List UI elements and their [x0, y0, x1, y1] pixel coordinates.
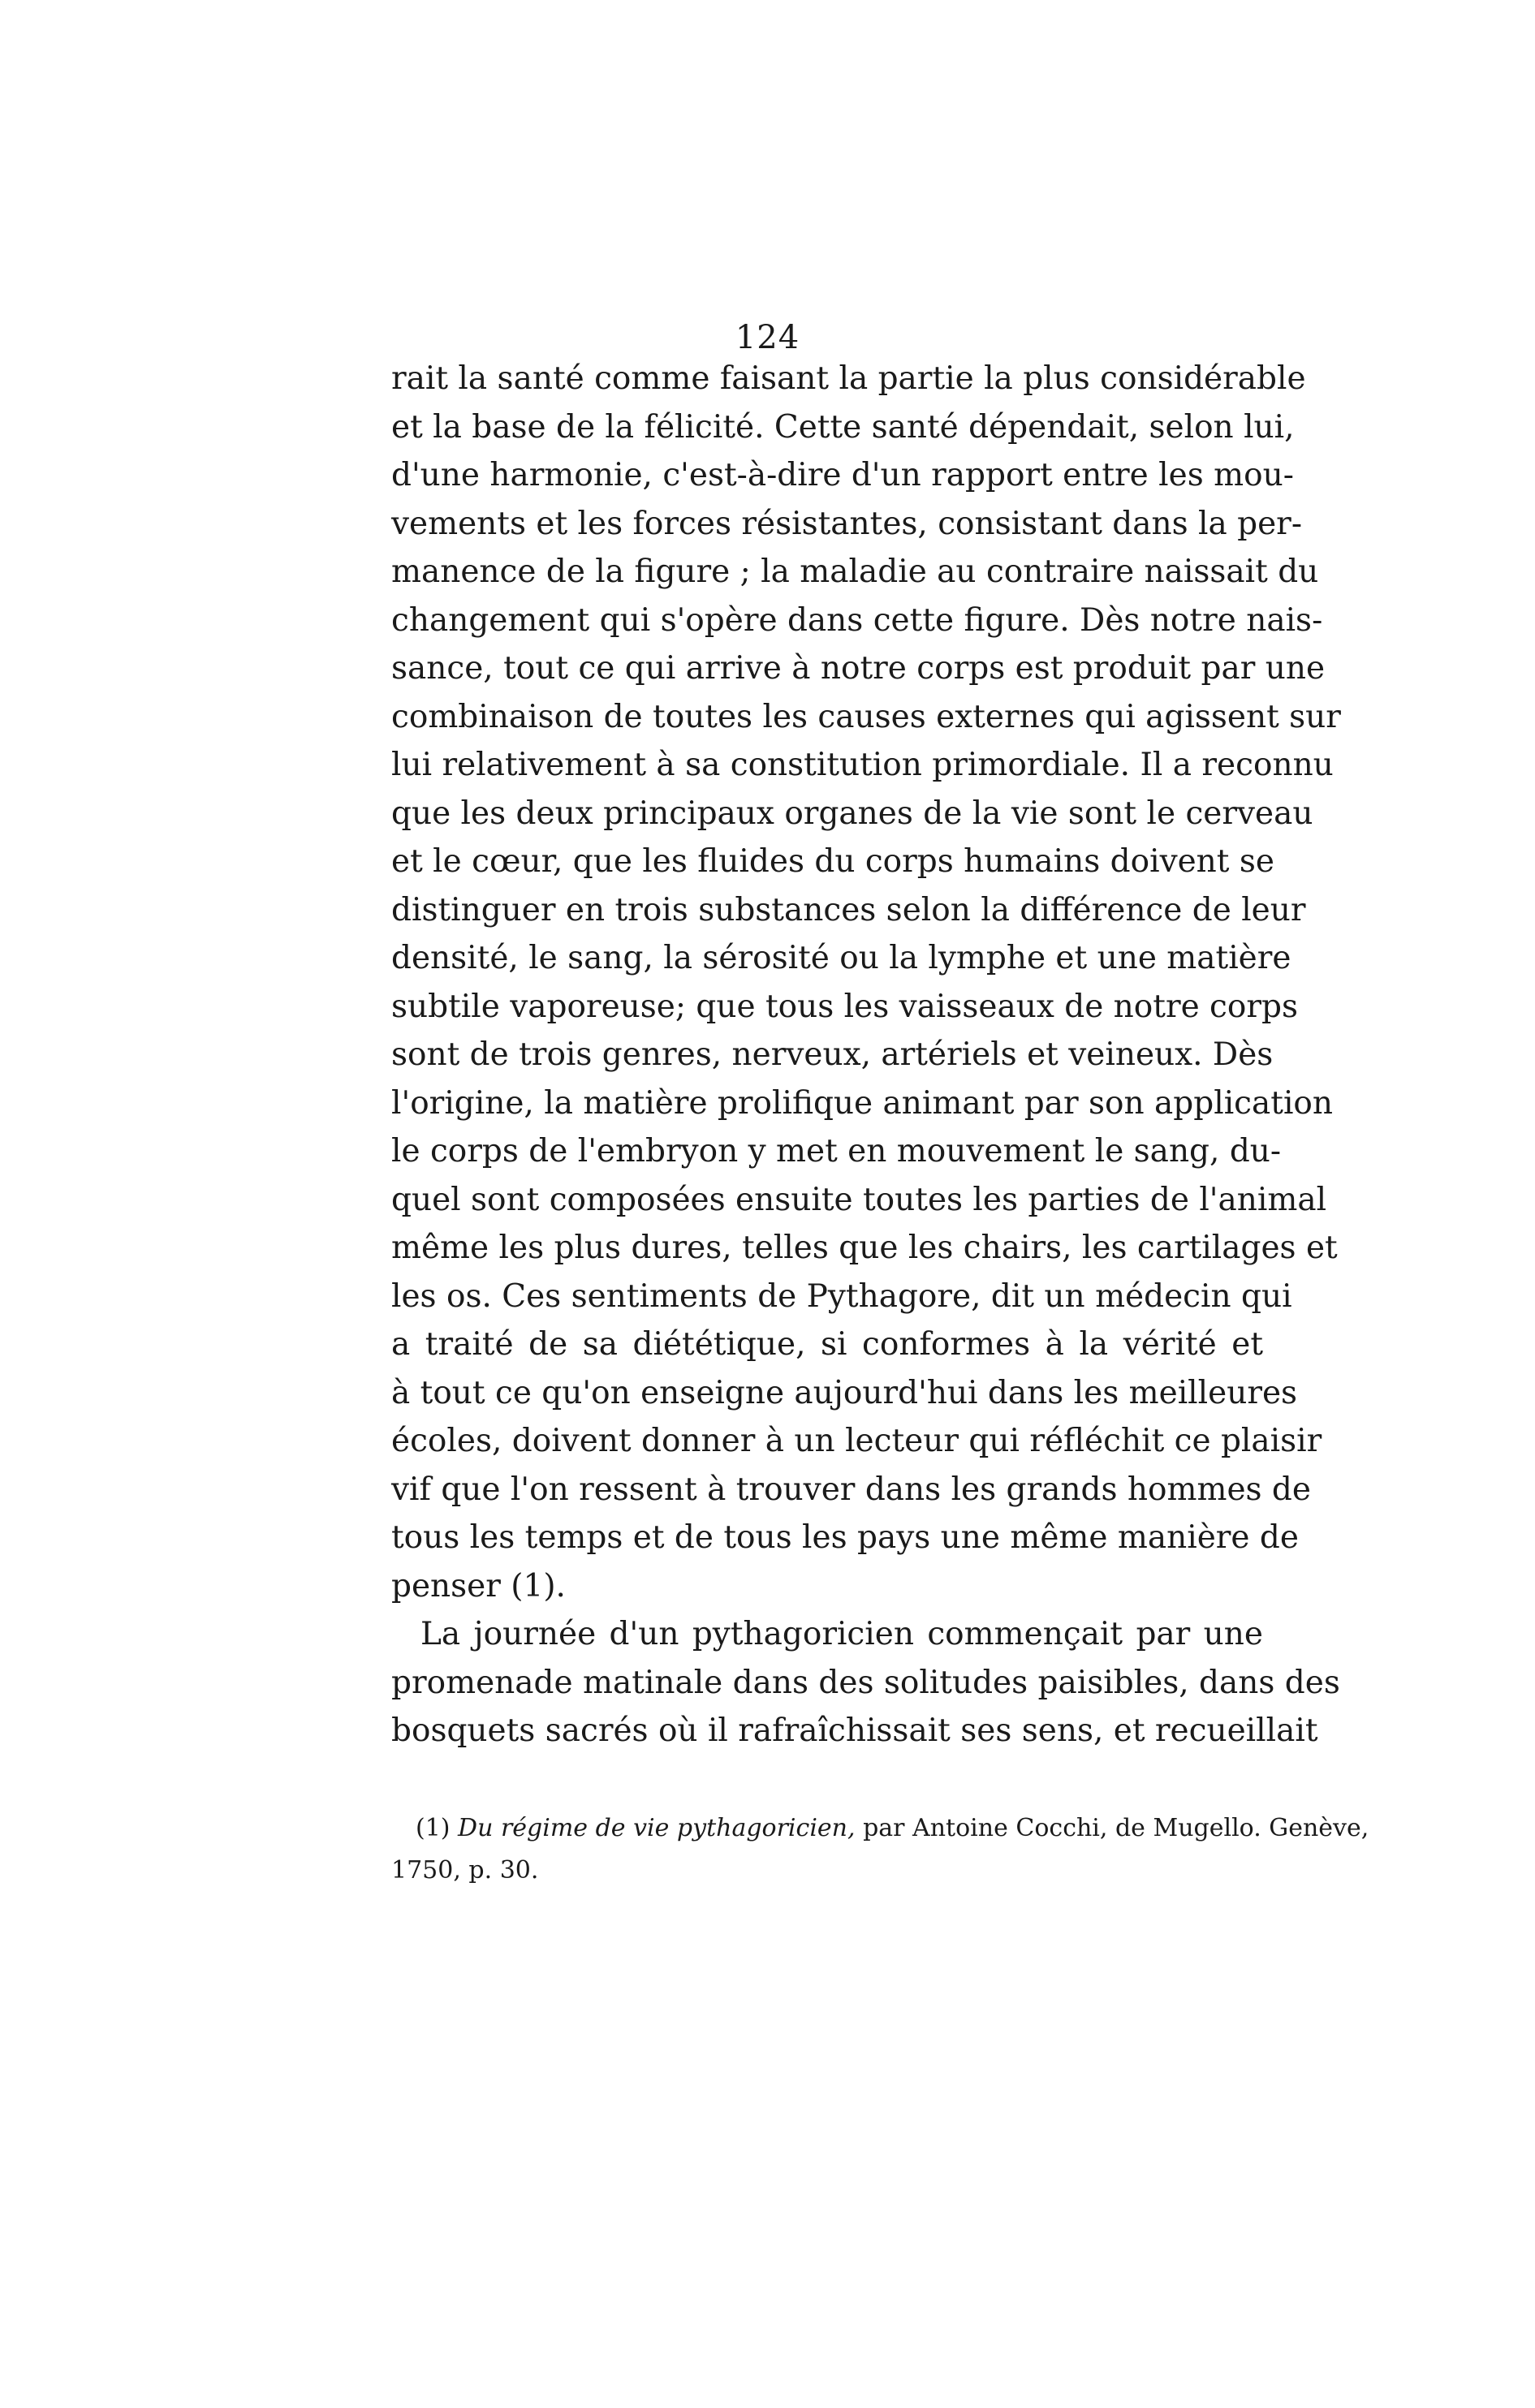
body-text — [391, 355, 1341, 1755]
text-line: que les deux principaux organes de la vie sont le cerveau — [391, 795, 1313, 832]
text-line: vif que l'on ressent à trouver dans les grands hommes de — [391, 1471, 1311, 1508]
footnote-title: Du régime de vie pythagoricien, — [458, 1814, 856, 1842]
text-line: tous les temps et de tous les pays une même manière de — [391, 1519, 1299, 1556]
text-line: subtile vaporeuse; que tous les vaisseaux de notre corps — [391, 988, 1299, 1025]
text-line: écoles, doivent donner à un lecteur qui réfléchit ce plaisir — [391, 1423, 1322, 1459]
text-line: le corps de l'embryon y met en mouvement le sang, du- — [391, 1133, 1282, 1170]
footnote — [391, 1807, 1369, 1892]
footnote-line-1 — [391, 1807, 1369, 1850]
text-line: et la base de la félicité. Cette santé dépendait, selon lui, — [391, 408, 1295, 446]
text-line: et le cœur, que les fluides du corps humains doivent se — [391, 843, 1274, 880]
text-line: combinaison de toutes les causes externes qui agissent sur — [391, 698, 1341, 735]
text-line: penser (1). — [391, 1567, 566, 1605]
text-line: l'origine, la matière prolifique animant par son application — [391, 1084, 1334, 1122]
text-line: a traité de sa diététique, si conformes à la vérité et — [391, 1326, 1263, 1363]
text-line: distinguer en trois substances selon la différence de leur — [391, 891, 1306, 928]
text-line: les os. Ces sentiments de Pythagore, dit un médecin qui — [391, 1277, 1292, 1315]
footnote-text: par Antoine Cocchi, de Mugello. Genève, — [863, 1814, 1369, 1842]
text-line: manence de la figure ; la maladie au contraire naissait du — [391, 554, 1319, 590]
text-line: bosquets sacrés où il rafraîchissait ses sens, et recueillait — [391, 1712, 1318, 1749]
text-line: promenade matinale dans des solitudes paisibles, dans des — [391, 1664, 1340, 1701]
footnote-line-2: 1750, p. 30. — [391, 1856, 539, 1885]
text-line: densité, le sang, la sérosité ou la lymphe et une matière — [391, 940, 1291, 976]
text-line: sont de trois genres, nerveux, artériels et veineux. Dès — [391, 1036, 1274, 1073]
text-line: lui relativement à sa constitution primordiale. Il a reconnu — [391, 747, 1334, 783]
footnote-marker: (1) — [416, 1814, 451, 1842]
text-line: à tout ce qu'on enseigne aujourd'hui dans les meilleures — [391, 1374, 1298, 1411]
text-line: sance, tout ce qui arrive à notre corps est produit par une — [391, 650, 1326, 687]
page-number: 124 — [735, 319, 800, 356]
text-line: changement qui s'opère dans cette figure. Dès notre nais- — [391, 601, 1323, 639]
text-line: quel sont composées ensuite toutes les parties de l'animal — [391, 1181, 1327, 1218]
text-line: même les plus dures, telles que les chairs, les cartilages et — [391, 1230, 1338, 1266]
text-line: vements et les forces résistantes, consistant dans la per- — [391, 505, 1302, 542]
paragraph-start-line: La journée d'un pythagoricien commençait par une — [420, 1616, 1263, 1652]
text-line: d'une harmonie, c'est-à-dire d'un rapport entre les mou- — [391, 457, 1294, 493]
text-line: rait la santé comme faisant la partie la plus considérable — [391, 360, 1306, 397]
